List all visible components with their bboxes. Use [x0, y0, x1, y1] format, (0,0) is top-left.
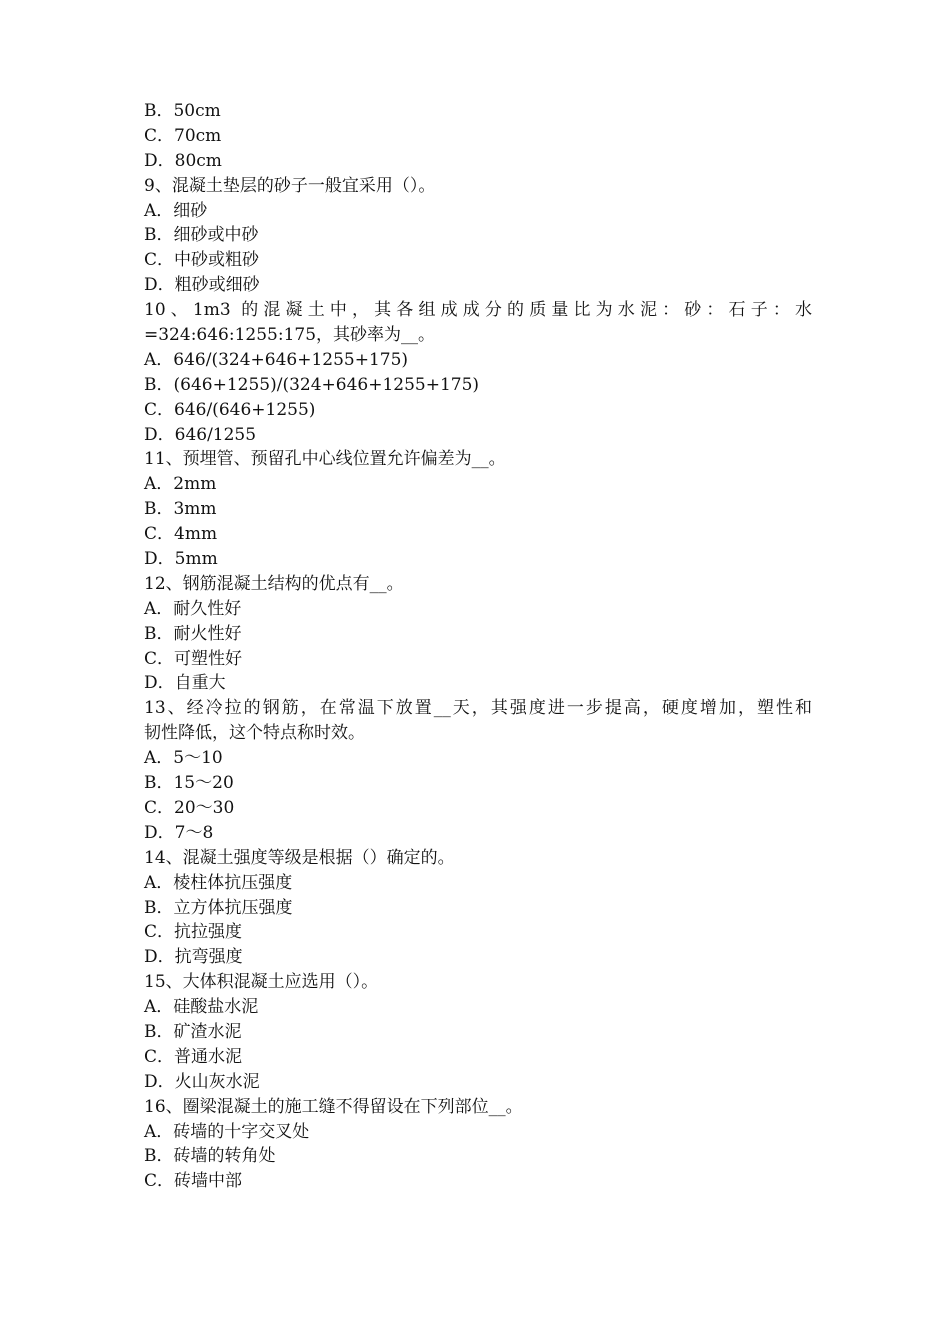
answer-option: A．棱柱体抗压强度: [144, 872, 293, 893]
answer-option: D．火山灰水泥: [144, 1071, 260, 1092]
question-text: 16、圈梁混凝土的施工缝不得留设在下列部位__。: [144, 1096, 523, 1117]
answer-option: D．7～8: [144, 822, 214, 843]
question-text: =324:646:1255:175，其砂率为__。: [144, 325, 436, 346]
answer-option: A．砖墙的十字交叉处: [144, 1121, 310, 1142]
answer-option: D．抗弯强度: [144, 947, 243, 968]
answer-option: C．4mm: [144, 524, 218, 545]
answer-option: B．立方体抗压强度: [144, 897, 293, 918]
question-text: 14、混凝土强度等级是根据（）确定的。: [144, 847, 455, 868]
answer-option: A．2mm: [144, 474, 217, 495]
answer-option: D．粗砂或细砂: [144, 275, 260, 296]
answer-option: D．5mm: [144, 549, 218, 570]
answer-option: B．砖墙的转角处: [144, 1146, 276, 1167]
answer-option: B．3mm: [144, 499, 217, 520]
answer-option: A．5～10: [144, 748, 223, 769]
answer-option: B．(646+1255)/(324+646+1255+175): [144, 374, 480, 395]
answer-option: D．646/1255: [144, 424, 257, 445]
answer-option: C．70cm: [144, 125, 222, 146]
answer-option: C．646/(646+1255): [144, 399, 316, 420]
answer-option: C．中砂或粗砂: [144, 250, 260, 271]
answer-option: C．可塑性好: [144, 648, 243, 669]
answer-option: C．抗拉强度: [144, 922, 243, 943]
answer-option: B．15～20: [144, 773, 234, 794]
question-text: 韧性降低，这个特点称时效。: [144, 723, 365, 744]
answer-option: A．646/(324+646+1255+175): [144, 349, 409, 370]
answer-option: D．80cm: [144, 150, 222, 171]
answer-option: C．20～30: [144, 797, 235, 818]
answer-option: B．细砂或中砂: [144, 225, 259, 246]
answer-option: A．耐久性好: [144, 598, 242, 619]
question-text: 9、混凝土垫层的砂子一般宜采用（）。: [144, 175, 436, 196]
answer-option: B．50cm: [144, 101, 221, 121]
question-text: 12、钢筋混凝土结构的优点有__。: [144, 573, 404, 594]
question-text: 10、1m3 的混凝土中，其各组成成分的质量比为水泥：砂：石子：水: [144, 300, 812, 321]
answer-option: B．耐火性好: [144, 623, 242, 644]
answer-option: B．矿渣水泥: [144, 1021, 242, 1042]
question-text: 15、大体积混凝土应选用（）。: [144, 972, 379, 993]
document-page: [144, 99, 812, 1194]
answer-option: D．自重大: [144, 673, 226, 694]
question-text: 11、预埋管、预留孔中心线位置允许偏差为__。: [144, 449, 506, 470]
question-text: 13、经冷拉的钢筋，在常温下放置__天，其强度进一步提高，硬度增加，塑性和: [144, 698, 812, 719]
answer-option: C．普通水泥: [144, 1046, 243, 1067]
answer-option: C．砖墙中部: [144, 1171, 243, 1192]
answer-option: A．硅酸盐水泥: [144, 997, 259, 1018]
answer-option: A．细砂: [144, 200, 208, 221]
